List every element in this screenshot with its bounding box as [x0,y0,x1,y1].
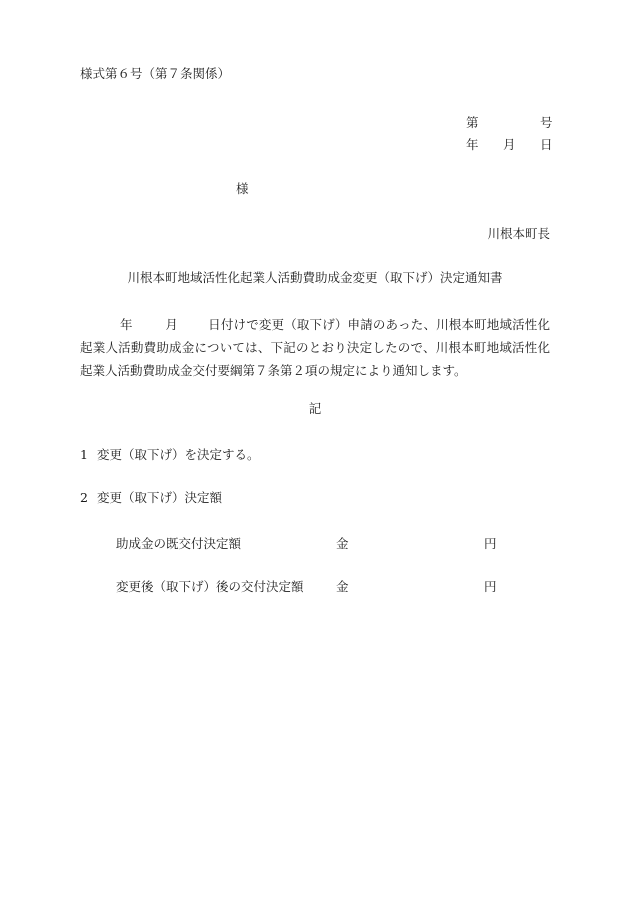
addressee-suffix: 様 [236,181,249,196]
amount-row-label: 助成金の既交付決定額 [116,536,242,551]
date-month-label: 月 [503,137,516,152]
amount-row-label: 変更後（取下げ）後の交付決定額 [116,579,304,594]
list-item [80,449,260,462]
doc-number-prefix: 第 [466,115,479,130]
issuer: 川根本町長 [487,226,550,241]
list-item [80,492,222,505]
amount-row-prefix: 金 [336,579,349,594]
item-text: 変更（取下げ）を決定する。 [97,447,260,462]
body-paragraph [80,313,550,382]
item-text: 変更（取下げ）決定額 [97,490,223,505]
amount-row-unit: 円 [484,536,497,551]
ki-heading: 記 [308,401,322,416]
body-month-label: 月 [165,317,179,332]
doc-number-suffix: 号 [540,115,553,130]
item-number: 2 [80,490,88,505]
body-text: 日付けで変更（取下げ）申請のあった、川根本町地域活性化起業人活動費助成金については、下記のとおり決定したので、川根本町地域活性化起業人活動費助成金交付要綱第７条第２項の規定により通知します。 [80,317,550,378]
item-number: 1 [80,447,88,462]
form-number: 様式第６号（第７条関係） [80,66,231,81]
amount-row-prefix: 金 [336,536,349,551]
amount-row-unit: 円 [484,579,497,594]
date-year-label: 年 [466,137,479,152]
date-day-label: 日 [540,137,553,152]
body-year-label: 年 [120,317,133,332]
document-title: 川根本町地域活性化起業人活動費助成金変更（取下げ）決定通知書 [127,270,503,285]
